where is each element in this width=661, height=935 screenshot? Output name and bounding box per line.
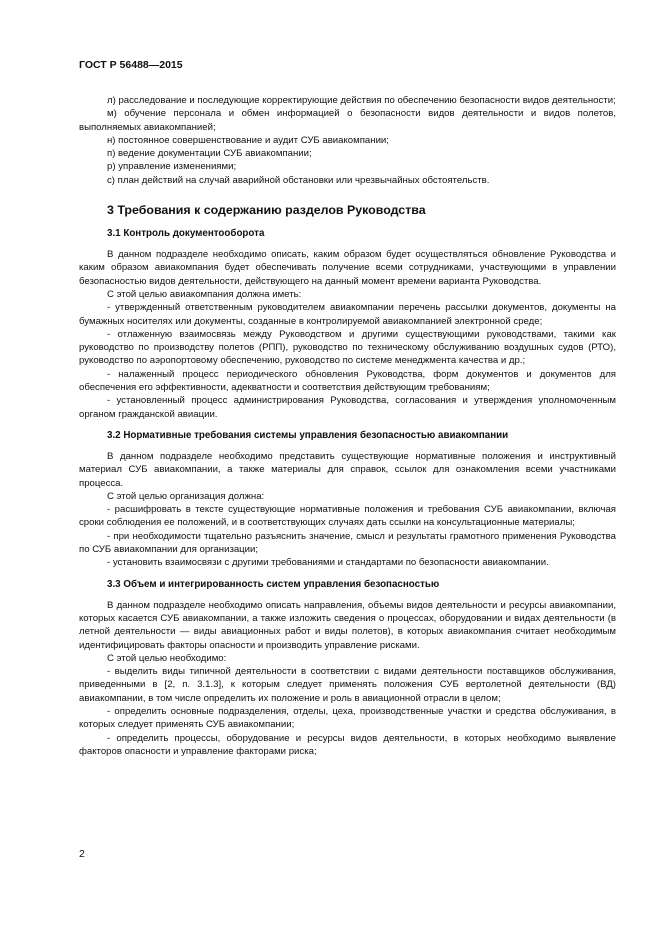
document-id-header: ГОСТ Р 56488—2015 (79, 59, 183, 71)
list-item: - установленный процесс администрирования Руководства, согласования и утверждения уполномоченным органом гражданской авиации. (79, 395, 616, 420)
paragraph: С этой целью организация должна: (107, 490, 265, 502)
page-number: 2 (79, 848, 85, 860)
list-item: р) управление изменениями; (107, 161, 237, 173)
paragraph: С этой целью необходимо: (107, 652, 227, 664)
subsection-title-3-1: 3.1 Контроль документооборота (107, 228, 265, 240)
list-item: - налаженный процесс периодического обновления Руководства, форм документов и документов для обеспечения его эффективности, адекватности и соответствия действующим требованиям; (79, 368, 616, 394)
paragraph: В данном подразделе необходимо описать направления, объемы видов деятельности и ресурсы авиакомпании, которых касается СУБ авиакомпании, а также изложить сведения о процессах, оборудовании и видах деятельности (в летной деятельности — виды авиационных работ и виды полетов), в которых авиакомпания считает необходимым идентифицировать факторы опасности и производить управление рисками. (79, 599, 616, 651)
list-item: м) обучение персонала и обмен информацией о безопасности видов деятельности и видов полетов, выполняемых авиакомпанией; (79, 108, 616, 133)
list-item: л) расследование и последующие корректирующие действия по обеспечению безопасности видов деятельности; (107, 95, 616, 106)
subsection-title-3-2: 3.2 Нормативные требования системы управления безопасностью авиакомпании (107, 429, 509, 441)
list-item: - при необходимости тщательно разъяснить значение, смысл и результаты грамотного применения Руководства по СУБ авиакомпании для организации; (79, 530, 616, 556)
list-item: - определить процессы, оборудование и ресурсы видов деятельности, в которых необходимо выявление факторов опасности и управление факторами риска; (79, 732, 616, 757)
list-item: - расшифровать в тексте существующие нормативные положения и требования СУБ авиакомпании, включая сроки соблюдения ее положений, и в соответствующих случаях дать ссылки на консультационные материалы; (79, 504, 616, 529)
document-body (79, 94, 616, 758)
list-item: п) ведение документации СУБ авиакомпании; (107, 148, 312, 160)
section-title: 3 Требования к содержанию разделов Руководства (107, 203, 426, 218)
list-item: - отлаженную взаимосвязь между Руководством и другими существующими руководствами, такими как руководство по производству полетов (РПП), руководство по техническому обслуживанию воздушных судов (РТО), руководство по аэропортовому обеспечению, руководство по системе менеджмента качества и др.; (79, 328, 616, 367)
list-item: - установить взаимосвязи с другими требованиями и стандартами по безопасности авиакомпании. (107, 557, 549, 569)
subsection-title-3-3: 3.3 Объем и интегрированность систем управления безопасностью (107, 578, 440, 590)
paragraph: В данном подразделе необходимо описать, каким образом будет осуществляться обновление Руководства и каким образом авиакомпания будет обеспечивать получение всеми сотрудниками, участвующими в управлении безопасностью видов деятельности, действующего на данный момент времени варианта Руководства. (79, 249, 616, 287)
list-item: - определить основные подразделения, отделы, цеха, производственные участки и средства обслуживания, в которых следует применять СУБ авиакомпании; (79, 705, 616, 731)
list-item: - выделить виды типичной деятельности в соответствии с видами деятельности поставщиков обслуживания, приведенными в [2, п. 3.1.3], к которым следует применять положения СУБ вертолетной деятельности (ВД) авиакомпании, в том числе определить их положение и роль в авиационной отрасли в целом; (79, 666, 616, 704)
paragraph: С этой целью авиакомпания должна иметь: (107, 288, 302, 300)
list-item: н) постоянное совершенствование и аудит СУБ авиакомпании; (107, 134, 389, 146)
list-item: с) план действий на случай аварийной обстановки или чрезвычайных обстоятельств. (107, 174, 490, 186)
paragraph: В данном подразделе необходимо представить существующие нормативные положения и инструктивный материал СУБ авиакомпании, а также материалы для справок, ссылок для ознакомления всеми участниками процесса. (79, 450, 616, 489)
list-item: - утвержденный ответственным руководителем авиакомпании перечень рассылки документов, документы на бумажных носителях или документы, созданные в контролируемой авиакомпанией электронной среде; (79, 302, 616, 327)
